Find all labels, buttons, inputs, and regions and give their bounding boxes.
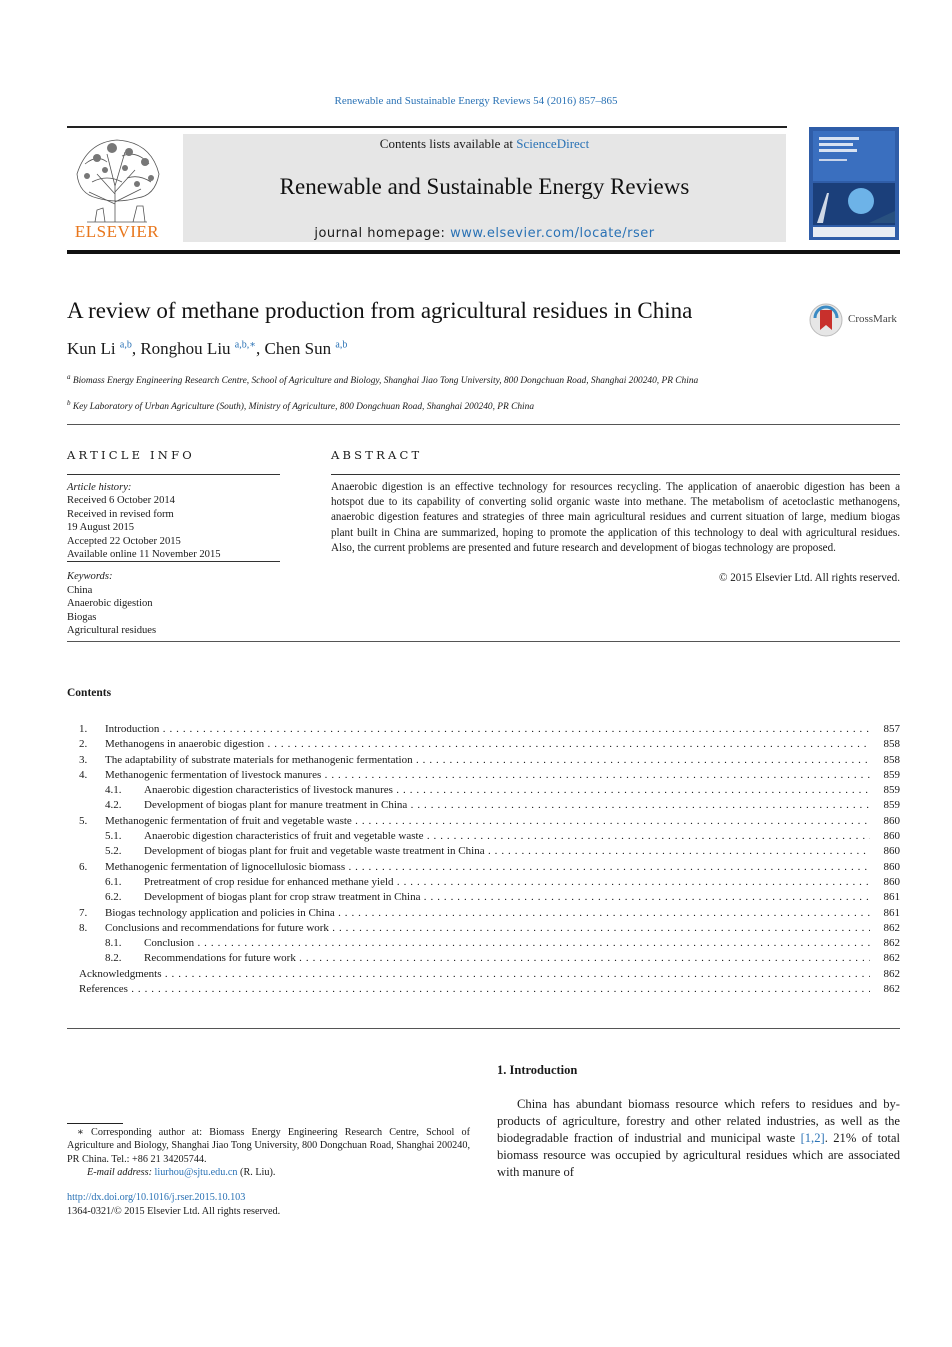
toc-number: 6.2. [105,891,122,904]
toc-title[interactable]: Methanogenic fermentation of livestock manures . . . [105,768,870,783]
corresponding-author-footnote [67,1126,470,1179]
toc-page-number: 858 [870,737,900,752]
keywords-block [67,570,282,638]
footnote-text: ∗ Corresponding author at: Biomass Energy Engineering Research Centre, School of Agriculture and Biology, Shanghai Jiao Tong University, 800 Dongchuan Road, Shanghai 200240, PR China. Tel.: +86 21 34205744. [67,1127,470,1165]
toc-page-number: 860 [870,814,900,829]
toc-title[interactable]: Development of biogas plant for crop straw treatment in China . . . [144,890,870,905]
toc-number: 8. [79,921,88,934]
toc-entry[interactable] [67,982,900,997]
toc-page-number: 862 [870,936,900,951]
author-affiliation-mark[interactable]: a,b [335,339,348,351]
toc-title[interactable]: Methanogenic fermentation of fruit and vegetable waste . . . [105,814,870,829]
crossmark-badge[interactable] [808,302,903,338]
table-of-contents [67,722,900,997]
introduction-paragraph [497,1096,900,1181]
toc-page-number: 857 [870,722,900,737]
history-label: Article history: [67,482,132,493]
toc-number: 7. [79,906,88,919]
intro-text-part: China has abundant biomass resource which refers to residues and by-products of agriculture, forestry and other related industries, as well as the biodegradable fraction of industrial and municipal waste [497,1097,900,1145]
author-name[interactable]: Ronghou Liu [140,339,231,358]
affiliation-text: Biomass Energy Engineering Research Centre, School of Agriculture and Biology, Shanghai Jiao Tong University, 800 Dongchuan Road, Shanghai 200240, PR China [72,376,699,387]
toc-page-number: 861 [870,890,900,905]
toc-entry[interactable] [67,722,900,737]
author-affiliation-mark[interactable]: a,b,∗ [234,339,257,351]
toc-entry[interactable] [67,921,900,936]
toc-number: 1. [79,723,88,735]
issn-copyright: 1364-0321/© 2015 Elsevier Ltd. All rights reserved. [67,1206,281,1217]
toc-page-number: 860 [870,860,900,875]
toc-title[interactable]: Anaerobic digestion characteristics of livestock manures . . . [144,783,870,798]
journal-title: Renewable and Sustainable Energy Reviews [279,174,690,199]
toc-title[interactable]: Recommendations for future work . . . [144,951,870,966]
toc-number: 5.1. [105,830,122,843]
affiliation-mark: a [67,373,71,381]
toc-entry[interactable] [67,967,900,982]
author-affiliation-mark[interactable]: a,b [119,339,132,351]
toc-page-number: 861 [870,906,900,921]
toc-entry[interactable] [67,951,900,966]
toc-number: 4.2. [105,799,122,812]
toc-page-number: 859 [870,768,900,783]
history-line: Received in revised form [67,508,174,520]
toc-title[interactable]: Conclusion . . . [144,936,870,951]
affiliation-text: Key Laboratory of Urban Agriculture (South), Ministry of Agriculture, 800 Dongchuan Road, Shanghai 200240, PR China [72,402,535,413]
toc-page-number: 862 [870,967,900,982]
toc-entry[interactable] [67,906,900,921]
header-thick-rule [67,250,900,254]
sciencedirect-link[interactable]: ScienceDirect [516,136,590,151]
footnote-rule [67,1123,123,1124]
contents-prefix: Contents lists available at [379,136,517,151]
toc-title[interactable]: Methanogenic fermentation of lignocellulosic biomass . . . [105,860,870,875]
elsevier-logo [67,134,167,244]
keyword: Biogas [67,611,97,623]
toc-entry[interactable] [67,936,900,951]
toc-page-number: 862 [870,921,900,936]
toc-title[interactable]: Conclusions and recommendations for future work . . . [105,921,870,936]
abstract-copyright: © 2015 Elsevier Ltd. All rights reserved. [719,572,900,584]
elsevier-wordmark: ELSEVIER [74,222,160,241]
keyword: China [67,584,93,596]
toc-number: 8.1. [105,937,122,950]
toc-entry[interactable] [67,844,900,859]
history-line: Received 6 October 2014 [67,495,175,507]
toc-page-number: 859 [870,783,900,798]
crossmark-label: CrossMark [848,313,897,325]
author-separator: , [131,339,141,358]
article-history [67,481,282,561]
toc-entry[interactable] [67,814,900,829]
homepage-link[interactable]: www.elsevier.com/locate/rser [450,226,655,241]
keywords-label: Keywords: [67,571,113,582]
header-rule [67,126,787,128]
toc-title[interactable]: Introduction . . . [105,722,870,737]
toc-title[interactable]: The adaptability of substrate materials for methanogenic fermentation . . . [105,753,870,768]
footnote-email-line [67,1166,470,1179]
journal-banner [183,134,786,242]
toc-entry[interactable] [67,860,900,875]
toc-number: 6. [79,860,88,873]
toc-number: 5. [79,814,88,827]
toc-page-number: 862 [870,951,900,966]
section-rule [67,641,900,642]
affiliation-b [67,397,807,413]
abstract-text: Anaerobic digestion is an effective technology for resources recycling. The application of anaerobic digestion has been a hotspot due to its capability of converting solid organic waste into methane. The metabolism of acetoclastic methanogens, anaerobic digestion features and strategies of three main agricultural residues and current situation of large, medium biogas plant built in China are summarized, hoping to promote the application of this technology to deal with agricultural residues. Also, the current problems are presented and future research and development of biogas technology are proposed. [331,481,900,554]
history-rule [67,561,280,562]
toc-number: 3. [79,753,88,766]
toc-title[interactable]: Biogas technology application and policies in China . . . [105,906,870,921]
doi-link[interactable]: http://dx.doi.org/10.1016/j.rser.2015.10.103 [67,1192,246,1203]
toc-page-number: 860 [870,844,900,859]
affiliation-mark: b [67,399,71,407]
keyword: Agricultural residues [67,625,157,637]
toc-title[interactable]: Pretreatment of crop residue for enhanced methane yield . . . [144,875,870,890]
abstract-rule [331,474,900,475]
article-info-heading: ARTICLE INFO [67,448,195,462]
contents-available-line [183,136,786,152]
keyword: Anaerobic digestion [67,598,153,610]
toc-entry[interactable] [67,737,900,752]
toc-title[interactable]: Development of biogas plant for fruit and vegetable waste treatment in China . . . [144,844,870,859]
author-list [67,339,347,359]
toc-entry[interactable] [67,829,900,844]
intro-text-part: . 21% of total biomass resource was occupied by agricultural residues which are associated with manure of [497,1131,901,1179]
citation-link[interactable]: [1,2] [800,1131,825,1145]
toc-page-number: 858 [870,753,900,768]
toc-page-number: 862 [870,982,900,997]
crossmark-icon [808,302,844,338]
toc-entry[interactable] [67,890,900,905]
affiliation-a [67,371,807,387]
introduction-heading: 1. Introduction [497,1063,578,1077]
section-rule [67,424,900,425]
toc-page-number: 860 [870,875,900,890]
toc-page-number: 860 [870,829,900,844]
toc-number: 2. [79,738,88,751]
toc-number: 4. [79,768,88,781]
author-name[interactable]: Kun Li [67,339,116,358]
article-info-rule [67,474,280,475]
article-title: A review of methane production from agricultural residues in China [67,298,693,323]
history-line: Accepted 22 October 2015 [67,535,181,547]
journal-cover-image [809,127,899,240]
toc-entry[interactable] [67,798,900,813]
journal-homepage-line [183,226,786,241]
abstract-heading: ABSTRACT [331,448,423,462]
toc-entry[interactable] [67,768,900,783]
toc-entry[interactable] [67,753,900,768]
toc-number: 4.1. [105,784,122,797]
section-rule [67,1028,900,1029]
contents-heading: Contents [67,687,112,699]
history-line: 19 August 2015 [67,522,135,534]
toc-entry[interactable] [67,875,900,890]
author-name[interactable]: Chen Sun [264,339,332,358]
toc-title[interactable]: Anaerobic digestion characteristics of fruit and vegetable waste . . . [144,829,870,844]
email-link[interactable]: liurhou@sjtu.edu.cn [154,1166,238,1178]
toc-number: 8.2. [105,952,122,965]
toc-title[interactable]: References . . . [79,982,870,997]
toc-entry[interactable] [67,783,900,798]
toc-number: 6.1. [105,875,122,888]
email-suffix: (R. Liu). [237,1166,276,1178]
journal-citation[interactable]: Renewable and Sustainable Energy Reviews 54 (2016) 857–865 [334,95,618,107]
author-separator: , [256,339,265,358]
toc-title[interactable]: Development of biogas plant for manure treatment in China . . . [144,798,870,813]
history-line: Available online 11 November 2015 [67,549,221,561]
email-label: E-mail address: [87,1166,155,1178]
toc-title[interactable]: Acknowledgments . . . [79,967,870,982]
homepage-prefix: journal homepage: [314,226,451,241]
toc-title[interactable]: Methanogens in anaerobic digestion . . . [105,737,870,752]
toc-page-number: 859 [870,798,900,813]
toc-number: 5.2. [105,845,122,858]
